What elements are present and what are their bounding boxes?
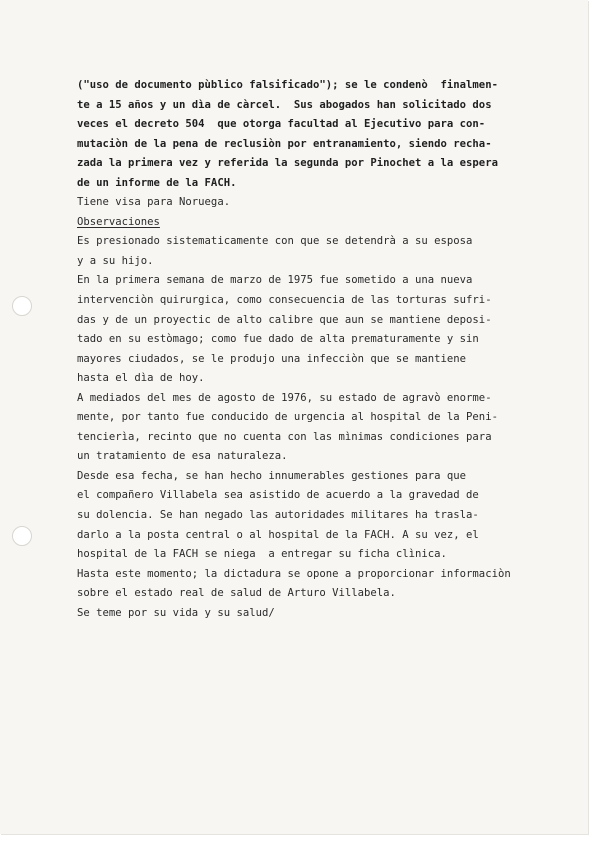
text-line: de un informe de la FACH. bbox=[77, 176, 237, 189]
text-line: mutaciòn de la pena de reclusiòn por entranamiento, siendo recha- bbox=[77, 137, 492, 150]
text-line: das y de un proyectic de alto calibre que aun se mantiene deposi- bbox=[77, 313, 492, 326]
punch-hole bbox=[12, 296, 32, 316]
text-line: ("uso de documento pùblico falsificado"); se le condenò finalmen- bbox=[77, 79, 498, 91]
text-line: A mediados del mes de agosto de 1976, su estado de agravò enorme- bbox=[77, 391, 492, 404]
text-line: En la primera semana de marzo de 1975 fue sometido a una nueva bbox=[77, 274, 473, 287]
text-line: tado en su estòmago; como fue dado de alta prematuramente y sin bbox=[77, 333, 479, 346]
text-line: intervenciòn quirurgica, como consecuencia de las torturas sufri- bbox=[77, 294, 492, 307]
text-line: Es presionado sistematicamente con que se detendrà a su esposa bbox=[77, 235, 473, 248]
text-line: mente, por tanto fue conducido de urgencia al hospital de la Peni- bbox=[77, 411, 498, 424]
text-line: Tiene visa para Noruega. bbox=[77, 196, 231, 209]
text-line: veces el decreto 504 que otorga facultad al Ejecutivo para con- bbox=[77, 118, 486, 131]
section-heading: Observaciones bbox=[77, 215, 160, 228]
text-line: tencierìa, recinto que no cuenta con las mìnimas condiciones para bbox=[77, 430, 492, 443]
text-line: el compañero Villabela sea asistido de acuerdo a la gravedad de bbox=[77, 489, 479, 502]
text-line: y a su hijo. bbox=[77, 254, 154, 267]
typewritten-body bbox=[77, 76, 582, 623]
text-line: darlo a la posta central o al hospital de la FACH. A su vez, el bbox=[77, 528, 479, 541]
text-line: mayores ciudados, se le produjo una infecciòn que se mantiene bbox=[77, 352, 467, 365]
text-line: su dolencia. Se han negado las autoridades militares ha trasla- bbox=[77, 509, 479, 522]
text-line: Desde esa fecha, se han hecho innumerables gestiones para que bbox=[77, 469, 467, 482]
text-line: sobre el estado real de salud de Arturo Villabela. bbox=[77, 587, 396, 600]
text-line: hospital de la FACH se niega a entregar su ficha clìnica. bbox=[77, 548, 447, 561]
text-line: Hasta este momento; la dictadura se opone a proporcionar informaciòn bbox=[77, 567, 511, 580]
text-line: Se teme por su vida y su salud/ bbox=[77, 606, 275, 619]
punch-hole bbox=[12, 526, 32, 546]
text-line: zada la primera vez y referida la segunda por Pinochet a la espera bbox=[77, 157, 498, 170]
text-line: te a 15 años y un dìa de càrcel. Sus abogados han solicitado dos bbox=[77, 98, 492, 111]
text-line: un tratamiento de esa naturaleza. bbox=[77, 450, 288, 463]
text-line: hasta el dìa de hoy. bbox=[77, 372, 205, 385]
